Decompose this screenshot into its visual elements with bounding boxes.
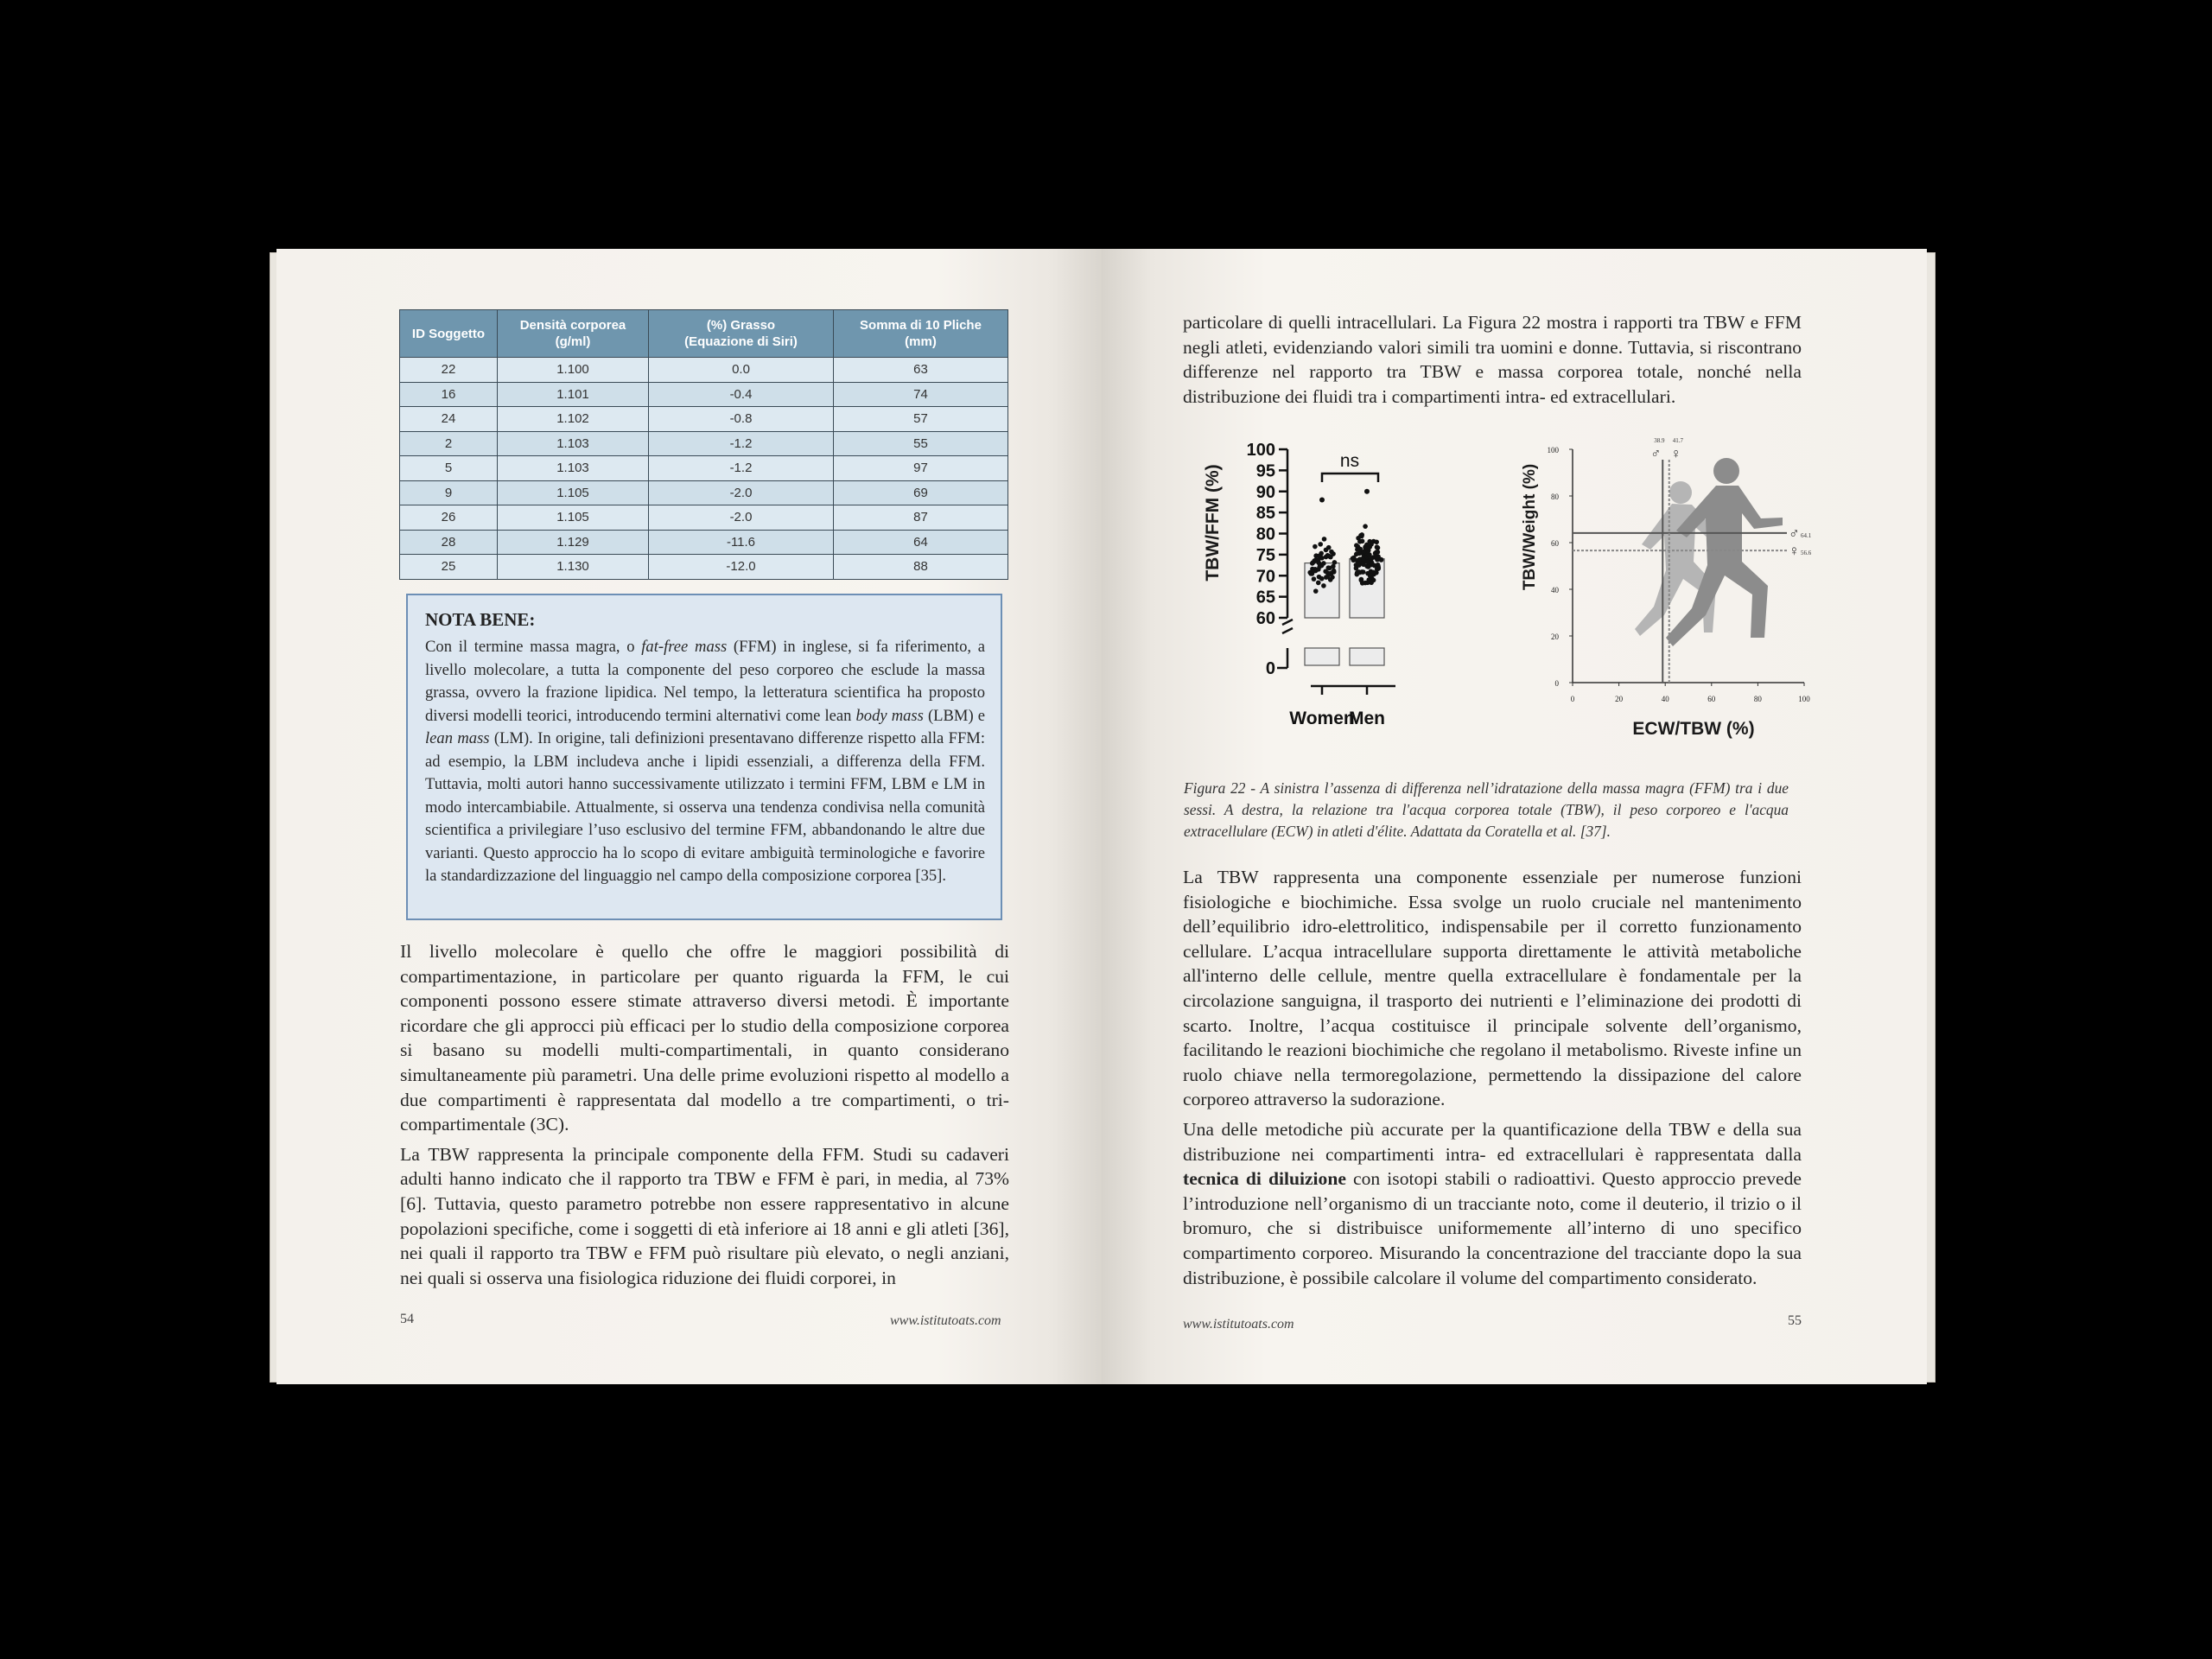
chart1-dots — [1307, 489, 1383, 594]
table-row — [400, 382, 1008, 407]
series-symbol: ♀ — [1789, 543, 1800, 560]
header-skinfolds: Somma di 10 Pliche (mm) — [834, 310, 1008, 358]
data-point — [1354, 543, 1359, 548]
table-row — [400, 407, 1008, 432]
chart1-tick-label: 95 — [1255, 461, 1275, 481]
data-point — [1321, 583, 1326, 588]
table-body — [400, 358, 1008, 580]
left-page — [276, 249, 1102, 1384]
data-point — [1369, 540, 1374, 545]
data-point — [1376, 550, 1381, 555]
data-point — [1318, 542, 1323, 547]
series-x-value: 41.7 — [1672, 437, 1684, 444]
chart2-x-tick-label: 40 — [1661, 695, 1669, 703]
table-row — [400, 555, 1008, 580]
table-cell: 24 — [400, 407, 498, 432]
data-point — [1321, 561, 1326, 566]
right-intro-text — [1183, 310, 1802, 414]
table-cell: -0.8 — [649, 407, 834, 432]
header-id: ID Soggetto — [400, 310, 498, 358]
table-cell: 9 — [400, 480, 498, 505]
significance-bracket — [1322, 451, 1378, 482]
table-cell: 0.0 — [649, 358, 834, 383]
data-point — [1325, 570, 1331, 575]
table-cell: 5 — [400, 456, 498, 481]
header-density: Densità corporea (g/ml) — [498, 310, 649, 358]
table-row — [400, 358, 1008, 383]
table-cell: 22 — [400, 358, 498, 383]
data-point — [1322, 537, 1327, 542]
chart1-tick-label: 90 — [1255, 482, 1275, 502]
chart2-y-tick-label: 80 — [1551, 493, 1559, 501]
table-cell: 1.100 — [498, 358, 649, 383]
data-point — [1330, 575, 1335, 580]
data-point — [1357, 551, 1362, 556]
runners-illustration — [1635, 458, 1783, 646]
ns-label: ns — [1339, 451, 1360, 471]
left-paragraph-1: Il livello molecolare è quello che offre le maggiori possibilità di compartimentazione, in particolare per quanto riguarda la FFM, le cui componenti possono essere stimate attraverso diversi metodi. È importante ricordare che gli approcci più efficaci per lo studio della composizione corporea si basano su modelli multi-compartimentali, in quanto considerano simultaneamente più parametri. Una delle prime evoluzioni rispetto al modello a due compartimenti è rappresentata dal modello a tre compartimenti, o tri-compartimentale (3C). — [400, 941, 1009, 1135]
chart2-x-tick-label: 100 — [1798, 695, 1810, 703]
data-point — [1331, 564, 1336, 569]
chart2-y-label: TBW/Weight (%) — [1521, 463, 1539, 591]
data-point — [1372, 563, 1377, 569]
data-point — [1308, 571, 1313, 576]
data-point — [1313, 544, 1318, 550]
table-cell: 1.130 — [498, 555, 649, 580]
data-point — [1366, 577, 1371, 582]
table-cell: -11.6 — [649, 530, 834, 555]
table-cell: 64 — [834, 530, 1008, 555]
data-point — [1351, 556, 1356, 561]
chart1-tick-label: 70 — [1255, 567, 1275, 587]
chart2-y-tick-label: 100 — [1547, 446, 1559, 454]
chart1-tick-label: 0 — [1265, 659, 1275, 678]
data-point — [1354, 566, 1359, 571]
table-cell: 16 — [400, 382, 498, 407]
data-point — [1326, 565, 1332, 570]
table-cell: -0.4 — [649, 382, 834, 407]
category-label: Men — [1349, 709, 1385, 728]
chart1-tick-label: 75 — [1255, 545, 1275, 565]
table-cell: 1.105 — [498, 505, 649, 531]
chart2-x-tick-label: 20 — [1615, 695, 1624, 703]
table-cell: 1.129 — [498, 530, 649, 555]
table-row — [400, 530, 1008, 555]
series-top-symbol: ♀ — [1670, 447, 1681, 461]
table-row — [400, 480, 1008, 505]
series-y-value: 56.6 — [1801, 550, 1812, 557]
table-cell: -1.2 — [649, 431, 834, 456]
table-cell: 74 — [834, 382, 1008, 407]
series-y-value: 64.1 — [1801, 531, 1812, 539]
data-point — [1319, 576, 1325, 582]
chart2-x-label: ECW/TBW (%) — [1632, 719, 1755, 739]
table-cell: 63 — [834, 358, 1008, 383]
chart1-y-label: TBW/FFM (%) — [1203, 464, 1223, 582]
table-cell: 1.101 — [498, 382, 649, 407]
series-symbol: ♂ — [1789, 524, 1800, 542]
subjects-table — [399, 309, 1008, 580]
data-point — [1368, 573, 1373, 578]
nota-bene-box — [406, 594, 1002, 920]
table-cell: 25 — [400, 555, 498, 580]
data-point — [1356, 561, 1361, 566]
page-number-left: 54 — [400, 1312, 414, 1326]
table-cell: -12.0 — [649, 555, 834, 580]
data-point — [1364, 543, 1370, 548]
table-cell: 87 — [834, 505, 1008, 531]
chart1-tick-label: 85 — [1255, 504, 1275, 524]
data-point — [1365, 546, 1370, 551]
table-cell: 28 — [400, 530, 498, 555]
table-cell: 26 — [400, 505, 498, 531]
nota-title: NOTA BENE: — [425, 609, 536, 630]
bar-base-women — [1305, 648, 1339, 665]
data-point — [1369, 556, 1374, 562]
table-header-row — [400, 310, 1008, 358]
data-point — [1318, 564, 1323, 569]
table-row — [400, 456, 1008, 481]
data-point — [1360, 569, 1365, 575]
table-cell: 1.103 — [498, 431, 649, 456]
bar-base-men — [1350, 648, 1384, 665]
data-point — [1363, 524, 1368, 529]
table-cell: 88 — [834, 555, 1008, 580]
data-point — [1312, 576, 1317, 582]
data-point — [1325, 553, 1331, 558]
table-cell: 69 — [834, 480, 1008, 505]
category-label: Women — [1289, 709, 1355, 728]
chart2-x-tick-label: 0 — [1570, 695, 1575, 703]
tbw-weight-chart — [1521, 437, 1812, 739]
figure-caption: Figura 22 - A sinistra l’assenza di differenza nell’idratazione della massa magra (FFM) tra i due sessi. A destra, la relazione tra l'acqua corporea totale (TBW), il peso corporeo e l'acqua extracellulare (ECW) in atleti d'élite. Adattata da Coratella et al. [37]. — [1184, 779, 1789, 840]
page-number-right: 55 — [1788, 1313, 1802, 1328]
data-point — [1371, 578, 1376, 583]
data-point — [1375, 544, 1380, 550]
right-page — [1102, 249, 1927, 1384]
chart1-tick-label: 65 — [1255, 588, 1275, 607]
header-fat: (%) Grasso (Equazione di Siri) — [649, 310, 834, 358]
site-url-right: www.istitutoats.com — [1183, 1317, 1294, 1332]
chart2-y-tick-label: 40 — [1551, 586, 1559, 594]
series-top-symbol: ♂ — [1650, 447, 1662, 461]
chart2-x-tick-label: 80 — [1753, 695, 1762, 703]
chart1-tick-label: 100 — [1246, 441, 1275, 460]
data-point — [1376, 557, 1381, 563]
site-url-left: www.istitutoats.com — [890, 1313, 1001, 1328]
table-cell: 1.105 — [498, 480, 649, 505]
left-paragraph-2: La TBW rappresenta la principale componente della FFM. Studi su cadaveri adulti hanno indicato che il rapporto tra TBW e FFM è pari, in media, al 73% [6]. Tuttavia, questo parametro potrebbe non essere rappresentativo in alcune popolazioni specifiche, come i soggetti di età inferiore ai 18 anni e gli atleti [36], nei quali il rapporto tra TBW e FFM può risultare più elevato, o negli anziani, nei quali si osserva una fisiologica riduzione dei fluidi corporei, in — [400, 1143, 1009, 1288]
series-x-value: 38.9 — [1654, 437, 1665, 444]
table-cell: 55 — [834, 431, 1008, 456]
table-cell: 1.102 — [498, 407, 649, 432]
bold-term: tecnica di diluizione — [1183, 1168, 1346, 1190]
data-point — [1359, 577, 1364, 582]
chart1-tick-label: 80 — [1255, 524, 1275, 544]
nota-body: Con il termine massa magra, o fat-free mass (FFM) in inglese, si fa riferimento, a livello molecolare, a tutta la componente del peso corporeo che esclude la massa grassa, ovvero la frazione lipidica. Nel tempo, la letteratura scientifica ha proposto diversi modelli teorici, introducendo termini alternativi come lean body mass (LBM) e lean mass (LM). In origine, tali definizioni presentavano differenze rispetto alla FFM: ad esempio, la LBM includeva anche i lipidi essenziali, a differenza della FFM. Tuttavia, molti autori hanno successivamente utilizzato i termini FFM, LBM e LM in modo intercambiabile. Attualmente, si osserva una tendenza condivisa nella comunità scientifica a privilegiare l’uso esclusivo del termine FFM, abbandonando le altre due varianti. Questo approccio ha lo scopo di evitare ambiguità terminologiche e favorire la standardizzazione del linguaggio nel campo della composizione corporea [35]. — [425, 638, 985, 885]
table-row — [400, 431, 1008, 456]
chart2-y-tick-label: 0 — [1554, 679, 1559, 688]
figure-22 — [1184, 432, 1823, 743]
data-point — [1313, 588, 1319, 594]
left-body-text — [400, 939, 1009, 1295]
axis-break — [1282, 620, 1293, 633]
data-point — [1358, 533, 1363, 538]
table-cell: -2.0 — [649, 480, 834, 505]
chart1-categories — [1289, 686, 1385, 728]
table-cell: 97 — [834, 456, 1008, 481]
chart2-y-tick-label: 60 — [1551, 539, 1559, 548]
tbw-ffm-chart — [1203, 441, 1395, 728]
chart1-tick-label: 60 — [1255, 609, 1275, 628]
right-body-text — [1183, 865, 1802, 1295]
table-cell: -1.2 — [649, 456, 834, 481]
data-point — [1329, 550, 1334, 555]
right-paragraph-2: Una delle metodiche più accurate per la quantificazione della TBW e della sua distribuzione nei compartimenti intra- ed extracellulari è rappresentata dalla tecnica di diluizione con isotopi stabili o radioattivi. Questo approccio prevede l’introduzione nell’organismo di un tracciante noto, come il deuterio, il trizio o il bromuro, che si distribuisce uniformemente all’interno di uno specifico compartimento corporeo. Misurando la concentrazione del tracciante dopo la sua distribuzione, è possibile calcolare il volume del compartimento considerato. — [1183, 1118, 1802, 1288]
chart1-ticks — [1247, 441, 1287, 678]
right-paragraph-1: La TBW rappresenta una componente essenziale per numerose funzioni fisiologiche e biochimiche. Essa svolge un ruolo cruciale nel mantenimento dell’equilibrio idro-elettrolitico, indispensabile per il corretto funzionamento cellulare. L’acqua intracellulare supporta direttamente le attività metaboliche all'interno delle cellule, mentre quella extracellulare è fondamentale per la circolazione sanguigna, il trasporto dei nutrienti e l’eliminazione dei prodotti di scarto. Inoltre, l’acqua costituisce il principale solvente dell’organismo, facilitando le reazioni biochimiche che regolano il metabolismo. Riveste infine un ruolo chiave nella termoregolazione, permettendo la dissipazione del calore corporeo attraverso la sudorazione. — [1183, 867, 1802, 1110]
table-cell: 2 — [400, 431, 498, 456]
table-cell: 1.103 — [498, 456, 649, 481]
chart2-x-tick-label: 60 — [1707, 695, 1716, 703]
data-point — [1316, 581, 1321, 586]
data-point — [1310, 561, 1315, 566]
right-intro: particolare di quelli intracellulari. La Figura 22 mostra i rapporti tra TBW e FFM negli atleti, evidenziando valori simili tra uomini e donne. Tuttavia, si riscontrano differenze nel rapporto tra TBW e massa corporea totale, nonché nella distribuzione dei fluidi tra i compartimenti intra- ed extracellulari. — [1183, 312, 1802, 407]
table-row — [400, 505, 1008, 531]
open-book — [270, 249, 1934, 1384]
data-point — [1360, 539, 1365, 544]
table-cell: -2.0 — [649, 505, 834, 531]
data-point — [1326, 545, 1332, 550]
data-point — [1317, 553, 1322, 558]
data-point — [1361, 556, 1366, 562]
data-point — [1374, 539, 1379, 544]
data-point-outlier — [1319, 498, 1325, 503]
table-cell: 57 — [834, 407, 1008, 432]
chart2-y-tick-label: 20 — [1551, 632, 1559, 641]
data-point-outlier — [1364, 489, 1370, 494]
